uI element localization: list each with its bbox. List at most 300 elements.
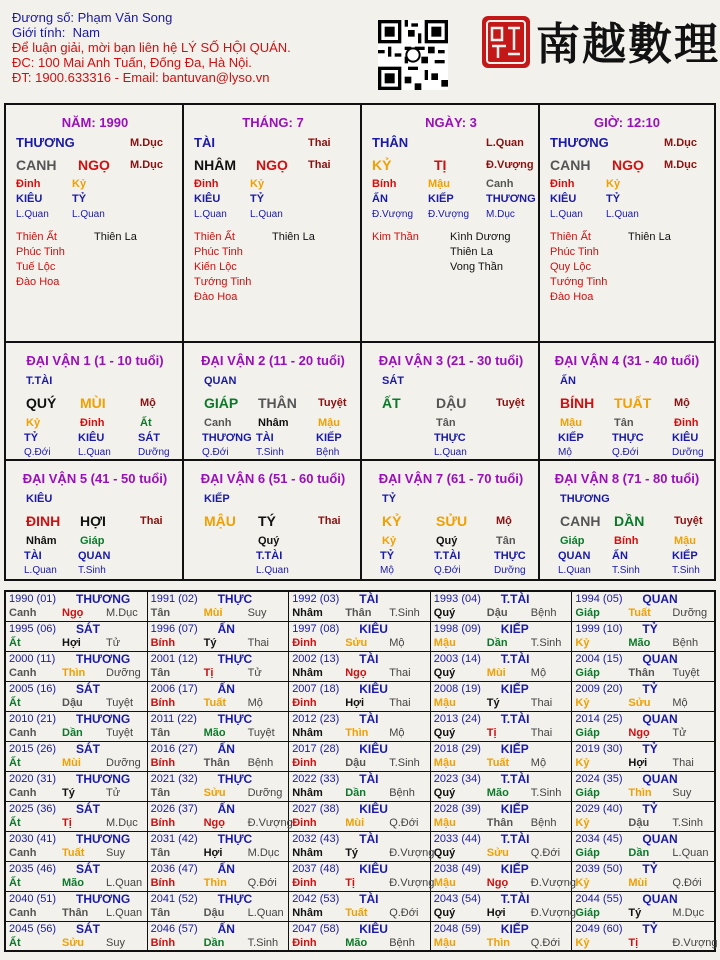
year-ten-god: KIẾP xyxy=(500,742,529,756)
year-label: 2012 (23) xyxy=(292,713,340,725)
year-stem: Kỷ xyxy=(575,757,590,769)
hidden-stem: Bính xyxy=(372,178,397,190)
year-phase: L.Quan xyxy=(106,877,143,889)
year-label: 2013 (24) xyxy=(433,713,481,725)
dai-van-hidden-phase: Dưỡng xyxy=(672,447,704,458)
year-phase: M.Dục xyxy=(247,847,280,859)
hidden-ten-god: TỶ xyxy=(606,193,621,205)
year-phase: Mộ xyxy=(389,727,405,739)
year-branch: Dần xyxy=(486,637,508,649)
pillar-branch: NGỌ xyxy=(78,157,110,173)
year-ten-god: THƯƠNG xyxy=(76,592,131,606)
dai-van-branch: SỬU xyxy=(436,513,468,529)
year-branch: Mùi xyxy=(486,667,506,679)
dai-van-cell xyxy=(6,343,184,461)
year-label: 2027 (38) xyxy=(292,803,340,815)
dai-van-hidden-god: KIÊU xyxy=(672,432,699,444)
year-phase: Đ.Vượng xyxy=(389,847,435,859)
qr-code-icon[interactable] xyxy=(378,20,448,90)
dai-van-cell xyxy=(6,461,184,579)
year-branch: Thân xyxy=(345,607,372,619)
dai-van-hidden-phase: T.Sinh xyxy=(256,447,284,458)
year-stem: Nhâm xyxy=(292,607,323,619)
year-cell xyxy=(6,772,148,802)
year-branch: Tuất xyxy=(628,607,651,619)
dai-van-hidden-god: THỰC xyxy=(434,432,466,444)
year-cell xyxy=(431,832,573,862)
dai-van-phase: Mộ xyxy=(674,397,690,409)
year-ten-god: TỶ xyxy=(642,862,658,876)
pillar-ten-god: THƯƠNG xyxy=(16,135,75,150)
dai-van-title: ĐẠI VẬN 3 (21 - 30 tuổi) xyxy=(378,353,524,368)
year-ten-god: SÁT xyxy=(76,682,100,696)
year-branch: Ngọ xyxy=(628,727,650,739)
year-label: 1992 (03) xyxy=(292,593,340,605)
hidden-ten-god: TỶ xyxy=(72,193,87,205)
dai-van-title: ĐẠI VẬN 6 (51 - 60 tuổi) xyxy=(200,471,346,486)
year-phase: T.Sinh xyxy=(389,607,420,619)
year-stem: Kỷ xyxy=(575,877,590,889)
year-ten-god: QUAN xyxy=(642,712,678,726)
dai-van-cell xyxy=(362,461,540,579)
year-label: 2032 (43) xyxy=(292,833,340,845)
year-branch: Thìn xyxy=(628,787,652,799)
dai-van-cell xyxy=(362,343,540,461)
year-ten-god: ẤN xyxy=(217,802,235,816)
year-stem: Tân xyxy=(150,847,171,859)
year-branch: Dần xyxy=(628,847,650,859)
dai-van-cell xyxy=(540,461,714,579)
year-cell xyxy=(6,592,148,622)
dai-van-stem: MẬU xyxy=(204,513,236,529)
dai-van-hidden-stem: Bính xyxy=(614,535,639,547)
year-phase: Thai xyxy=(389,667,411,679)
year-cell xyxy=(431,592,573,622)
year-ten-god: KIÊU xyxy=(359,682,388,696)
dai-van-hidden-stem: Giáp xyxy=(560,535,585,547)
year-stem: Quý xyxy=(433,787,456,799)
year-ten-god: TỶ xyxy=(642,622,658,636)
year-stem: Bính xyxy=(150,817,176,829)
year-label: 2000 (11) xyxy=(9,653,56,665)
hidden-ten-god: TỶ xyxy=(250,193,265,205)
dai-van-stem: CANH xyxy=(560,513,601,529)
dai-van-hidden-god: QUAN xyxy=(558,550,591,562)
year-cell xyxy=(572,862,714,892)
year-stem: Đinh xyxy=(292,757,317,769)
pillar-cell xyxy=(6,105,184,343)
year-phase: Bệnh xyxy=(672,637,699,649)
year-stem: Ất xyxy=(9,817,21,829)
dai-van-hidden-stem: Đinh xyxy=(80,417,105,429)
hidden-phase: L.Quan xyxy=(606,209,639,220)
dai-van-branch: HỢI xyxy=(80,513,106,529)
year-stem: Nhâm xyxy=(292,787,323,799)
year-phase: Đ.Vượng xyxy=(530,907,576,919)
dai-van-hidden-phase: Q.Đới xyxy=(202,447,229,458)
pillar-phase: L.Quan xyxy=(486,137,524,149)
hidden-stem: Canh xyxy=(486,178,514,190)
year-phase: M.Dục xyxy=(672,907,705,919)
year-branch: Thân xyxy=(486,817,514,829)
year-phase: Tử xyxy=(672,727,687,739)
gender-value: Nam xyxy=(72,25,101,40)
dai-van-hidden-phase: L.Quan xyxy=(24,565,57,576)
contact-invite: Để luận giải, mời bạn liên hệ LÝ SỐ HỘI QUÁN. xyxy=(12,40,291,55)
year-branch: Tị xyxy=(345,877,355,889)
year-stem: Mậu xyxy=(433,817,456,829)
year-ten-god: KIẾP xyxy=(500,802,529,816)
year-label: 1993 (04) xyxy=(433,593,481,605)
year-label: 2002 (13) xyxy=(292,653,340,665)
dai-van-title: ĐẠI VẬN 1 (1 - 10 tuổi) xyxy=(26,353,164,368)
year-phase: Q.Đới xyxy=(530,847,561,859)
star-left: Đào Hoa xyxy=(550,291,594,303)
year-branch: Dần xyxy=(203,937,225,949)
year-ten-god: TÀI xyxy=(359,712,379,726)
dai-van-hidden-phase: T.Sinh xyxy=(672,565,700,576)
year-stem: Ất xyxy=(9,637,21,649)
year-stem: Kỷ xyxy=(575,697,590,709)
hidden-stem: Đinh xyxy=(194,178,219,190)
year-label: 2047 (58) xyxy=(292,923,340,935)
year-branch: Dậu xyxy=(345,757,366,769)
gender-line xyxy=(12,25,291,40)
year-stem: Quý xyxy=(433,667,456,679)
dai-van-phase: Mộ xyxy=(140,397,156,409)
year-phase: Thai xyxy=(389,697,411,709)
dai-van-hidden-stem: Nhâm xyxy=(26,535,57,547)
year-branch: Mão xyxy=(345,937,368,949)
year-label: 2034 (45) xyxy=(575,833,623,845)
year-stem: Đinh xyxy=(292,877,317,889)
year-ten-god: KIÊU xyxy=(359,622,388,636)
year-phase: Bệnh xyxy=(247,757,274,769)
year-cell xyxy=(148,772,290,802)
annual-luck-grid xyxy=(4,590,716,952)
year-branch: Ngọ xyxy=(345,667,367,679)
dai-van-ten-god: THƯƠNG xyxy=(560,493,610,505)
year-branch: Dậu xyxy=(203,907,225,919)
year-ten-god: QUAN xyxy=(642,772,678,786)
year-cell xyxy=(6,832,148,862)
year-stem: Bính xyxy=(150,637,176,649)
year-stem: Ất xyxy=(9,877,21,889)
dai-van-stem: ẤT xyxy=(382,395,401,411)
year-cell xyxy=(6,622,148,652)
hidden-ten-god: KIÊU xyxy=(550,193,577,205)
year-branch: Tuất xyxy=(345,907,368,919)
year-phase: Thai xyxy=(672,757,694,769)
year-cell xyxy=(289,742,431,772)
dai-van-ten-god: QUAN xyxy=(204,375,237,387)
year-label: 2011 (22) xyxy=(150,713,197,725)
year-cell xyxy=(289,682,431,712)
year-label: 2008 (19) xyxy=(433,683,481,695)
star-right: Thiên La xyxy=(628,231,671,243)
year-ten-god: TÀI xyxy=(359,832,379,846)
year-branch: Thân xyxy=(203,757,230,769)
pillar-stem: CANH xyxy=(550,157,591,173)
dai-van-phase: Thai xyxy=(318,515,341,527)
year-phase: Đ.Vượng xyxy=(672,937,718,949)
year-phase: Q.Đới xyxy=(389,907,419,919)
dai-van-hidden-stem: Giáp xyxy=(80,535,105,547)
year-phase: M.Dục xyxy=(106,607,138,619)
year-label: 2015 (26) xyxy=(9,743,57,755)
year-cell xyxy=(431,862,576,892)
dai-van-branch: THÂN xyxy=(258,395,297,411)
dai-van-hidden-phase: Bệnh xyxy=(316,447,340,458)
year-cell xyxy=(572,832,714,862)
dai-van-hidden-stem: Mậu xyxy=(560,417,582,429)
year-cell xyxy=(572,922,718,952)
year-stem: Tân xyxy=(150,907,171,919)
year-ten-god: KIÊU xyxy=(359,922,388,936)
pillar-branch-phase: Thai xyxy=(308,159,331,171)
year-phase: Thai xyxy=(530,727,553,739)
year-stem: Giáp xyxy=(575,667,600,679)
dai-van-cell xyxy=(184,343,362,461)
year-ten-god: SÁT xyxy=(76,922,100,936)
year-branch: Sửu xyxy=(62,937,85,949)
dai-van-stem: KỶ xyxy=(382,513,402,529)
year-cell xyxy=(148,592,290,622)
year-branch: Thân xyxy=(628,667,655,679)
dai-van-stem: ĐINH xyxy=(26,513,61,529)
year-label: 1996 (07) xyxy=(150,623,198,635)
four-pillars-panel xyxy=(4,103,716,581)
year-stem: Ất xyxy=(9,937,21,949)
dai-van-hidden-phase: Mộ xyxy=(558,447,572,458)
year-cell xyxy=(6,802,148,832)
dai-van-hidden-stem: Mậu xyxy=(318,417,340,429)
year-stem: Canh xyxy=(9,907,37,919)
year-ten-god: TÀI xyxy=(359,652,379,666)
year-label: 2031 (42) xyxy=(150,833,198,845)
year-phase: Mộ xyxy=(530,667,547,679)
year-label: 2009 (20) xyxy=(575,683,623,695)
year-branch: Mão xyxy=(486,787,509,799)
year-cell xyxy=(572,712,714,742)
year-ten-god: THỰC xyxy=(217,832,253,846)
dai-van-phase: Tuyệt xyxy=(318,397,347,409)
year-phase: Tuyệt xyxy=(106,697,134,709)
year-ten-god: THƯƠNG xyxy=(76,832,131,846)
year-phase: Q.Đới xyxy=(530,937,561,949)
year-label: 2025 (36) xyxy=(9,803,57,815)
year-label: 2022 (33) xyxy=(292,773,340,785)
year-stem: Tân xyxy=(150,727,171,739)
year-stem: Đinh xyxy=(292,697,317,709)
year-branch: Tị xyxy=(486,727,497,739)
dai-van-hidden-god: THƯƠNG xyxy=(202,432,252,444)
year-branch: Hợi xyxy=(486,907,506,919)
year-label: 2007 (18) xyxy=(292,683,340,695)
dai-van-phase: Thai xyxy=(140,515,163,527)
pillar-title: THÁNG: 7 xyxy=(242,115,304,130)
dai-van-hidden-stem: Quý xyxy=(258,535,280,547)
year-phase: Thai xyxy=(247,637,269,649)
year-cell xyxy=(289,832,435,862)
year-cell xyxy=(148,892,290,922)
year-ten-god: KIÊU xyxy=(359,862,388,876)
year-label: 1991 (02) xyxy=(150,593,198,605)
year-label: 2036 (47) xyxy=(150,863,198,875)
year-phase: Mộ xyxy=(389,637,405,649)
brand-logo: 南越數理 xyxy=(536,19,720,70)
year-stem: Mậu xyxy=(433,937,456,949)
year-phase: Suy xyxy=(672,787,692,799)
dai-van-phase: Tuyệt xyxy=(674,515,703,527)
star-left: Tướng Tinh xyxy=(194,276,252,288)
year-stem: Giáp xyxy=(575,907,600,919)
year-stem: Quý xyxy=(433,847,456,859)
hidden-phase: L.Quan xyxy=(194,209,227,220)
year-stem: Nhâm xyxy=(292,667,323,679)
year-stem: Mậu xyxy=(433,697,456,709)
year-ten-god: QUAN xyxy=(642,832,678,846)
year-stem: Bính xyxy=(150,757,176,769)
year-branch: Hợi xyxy=(62,637,81,649)
year-stem: Nhâm xyxy=(292,847,323,859)
year-phase: L.Quan xyxy=(672,847,709,859)
dai-van-ten-god: KIÊU xyxy=(26,493,53,505)
star-left: Tướng Tinh xyxy=(550,276,608,288)
year-label: 2010 (21) xyxy=(9,713,57,725)
year-stem: Kỷ xyxy=(575,637,590,649)
year-phase: T.Sinh xyxy=(389,757,420,769)
pillar-branch: NGỌ xyxy=(256,157,288,173)
year-cell xyxy=(572,652,714,682)
address: ĐC: 100 Mai Anh Tuấn, Đống Đa, Hà Nội. xyxy=(12,55,252,70)
hidden-ten-god: KIẾP xyxy=(428,193,454,205)
pillar-phase: M.Dục xyxy=(664,137,697,149)
dai-van-title: ĐẠI VẬN 5 (41 - 50 tuổi) xyxy=(22,471,168,486)
year-stem: Ất xyxy=(9,697,21,709)
year-label: 2029 (40) xyxy=(575,803,623,815)
year-ten-god: KIẾP xyxy=(500,622,529,636)
year-branch: Sửu xyxy=(486,847,509,859)
dai-van-branch: TÝ xyxy=(258,513,276,529)
year-branch: Ngọ xyxy=(486,877,509,889)
year-branch: Mùi xyxy=(203,607,223,619)
year-phase: Mộ xyxy=(530,757,547,769)
year-label: 2040 (51) xyxy=(9,893,57,905)
dai-van-hidden-phase: T.Sinh xyxy=(78,565,106,576)
year-branch: Dậu xyxy=(62,697,83,709)
year-label: 2039 (50) xyxy=(575,863,623,875)
year-label: 2033 (44) xyxy=(433,833,481,845)
pillar-cell xyxy=(540,105,714,343)
dai-van-ten-god: TỶ xyxy=(382,493,397,505)
dai-van-hidden-god: KIÊU xyxy=(78,432,105,444)
year-ten-god: THƯƠNG xyxy=(76,892,131,906)
year-ten-god: TỶ xyxy=(642,742,658,756)
year-cell xyxy=(572,592,714,622)
pillar-branch-phase: M.Dục xyxy=(130,159,163,171)
year-stem: Đinh xyxy=(292,937,317,949)
year-phase: Bệnh xyxy=(530,817,557,829)
year-cell xyxy=(572,742,714,772)
year-stem: Tân xyxy=(150,667,171,679)
year-stem: Mậu xyxy=(433,637,456,649)
dai-van-hidden-stem: Tân xyxy=(436,417,456,429)
year-stem: Nhâm xyxy=(292,727,323,739)
dai-van-hidden-god: T.TÀI xyxy=(434,550,461,562)
year-branch: Sửu xyxy=(203,787,226,799)
hidden-stem: Mậu xyxy=(428,178,450,190)
year-label: 2041 (52) xyxy=(150,893,198,905)
dai-van-hidden-phase: Q.Đới xyxy=(434,565,461,576)
dai-van-hidden-god: TÀI xyxy=(24,550,42,562)
year-label: 1995 (06) xyxy=(9,623,57,635)
year-ten-god: THƯƠNG xyxy=(76,712,131,726)
dai-van-hidden-phase: T.Sinh xyxy=(612,565,640,576)
year-label: 1990 (01) xyxy=(9,593,57,605)
year-cell xyxy=(289,892,431,922)
year-phase: T.Sinh xyxy=(672,817,703,829)
pillar-ten-god: TÀI xyxy=(194,135,215,150)
dai-van-title: ĐẠI VẬN 4 (31 - 40 tuổi) xyxy=(554,353,700,368)
dai-van-hidden-god: THỰC xyxy=(494,550,526,562)
year-label: 2023 (34) xyxy=(433,773,481,785)
year-label: 2020 (31) xyxy=(9,773,57,785)
year-ten-god: SÁT xyxy=(76,742,100,756)
year-stem: Canh xyxy=(9,607,37,619)
year-cell xyxy=(572,682,714,712)
year-ten-god: TÀI xyxy=(359,772,379,786)
year-cell xyxy=(289,802,431,832)
year-label: 2037 (48) xyxy=(292,863,340,875)
year-phase: Tuyệt xyxy=(247,727,275,739)
year-label: 2044 (55) xyxy=(575,893,623,905)
year-label: 2035 (46) xyxy=(9,863,57,875)
year-label: 2028 (39) xyxy=(433,803,481,815)
pillar-ten-god: THƯƠNG xyxy=(550,135,609,150)
year-cell xyxy=(431,892,576,922)
dai-van-hidden-phase: L.Quan xyxy=(558,565,591,576)
year-cell xyxy=(148,682,290,712)
star-left: Tuế Lộc xyxy=(16,261,56,273)
year-stem: Quý xyxy=(433,727,456,739)
year-branch: Tý xyxy=(628,907,642,919)
year-ten-god: QUAN xyxy=(642,592,678,606)
year-phase: Tuyệt xyxy=(672,667,700,679)
dai-van-branch: MÙI xyxy=(80,395,106,411)
year-ten-god: T.TÀI xyxy=(500,832,530,846)
year-stem: Mậu xyxy=(433,757,456,769)
year-phase: Mộ xyxy=(672,697,688,709)
year-phase: T.Sinh xyxy=(530,787,562,799)
year-cell xyxy=(572,802,714,832)
year-phase: T.Sinh xyxy=(530,637,562,649)
dai-van-hidden-phase: Dưỡng xyxy=(494,565,526,576)
year-ten-god: QUAN xyxy=(642,892,678,906)
year-label: 2026 (37) xyxy=(150,803,198,815)
star-left: Quy Lộc xyxy=(550,261,591,273)
year-branch: Sửu xyxy=(345,637,368,649)
hidden-phase: Đ.Vượng xyxy=(372,209,414,220)
year-phase: Suy xyxy=(106,847,125,859)
year-branch: Mão xyxy=(628,637,651,649)
year-cell xyxy=(289,862,435,892)
year-stem: Canh xyxy=(9,667,37,679)
year-stem: Quý xyxy=(433,907,456,919)
dai-van-ten-god: SÁT xyxy=(382,375,404,387)
year-phase: Tuyệt xyxy=(106,727,134,739)
pillar-stem: KỶ xyxy=(372,157,392,173)
